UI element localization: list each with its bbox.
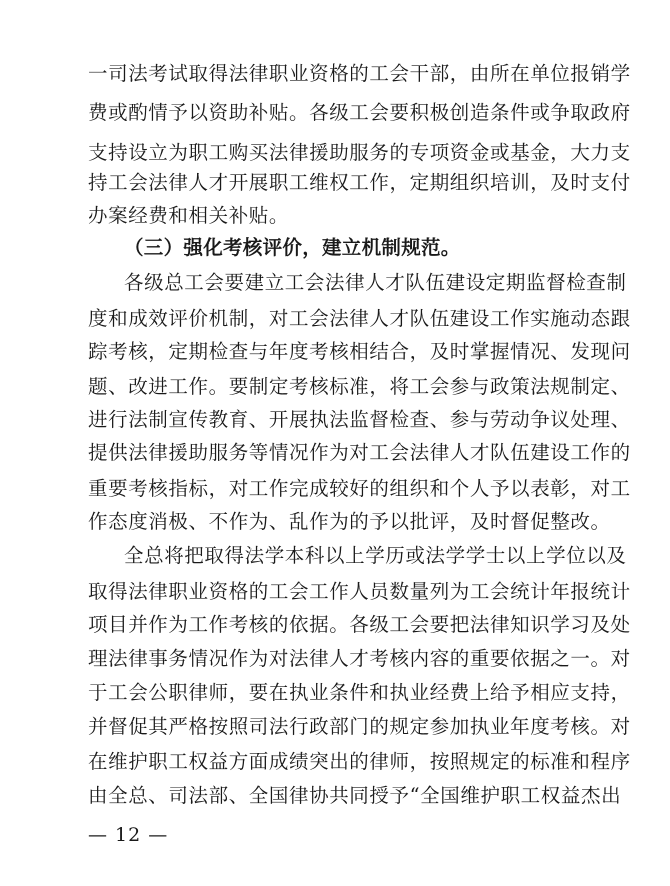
page-number: — 12 — xyxy=(88,824,169,846)
body-text-line: 于工会公职律师，要在执业条件和执业经费上给予相应支持， xyxy=(88,681,631,704)
body-text-line: 作态度消极、不作为、乱作为的予以批评，及时督促整改。 xyxy=(88,510,611,533)
section-heading: （三）强化考核评价，建立机制规范。 xyxy=(124,236,461,259)
body-text-line: 理法律事务情况作为对法律人才考核内容的重要依据之一。对 xyxy=(88,647,631,670)
body-text-line: 项目并作为工作考核的依据。各级工会要把法律知识学习及处 xyxy=(88,613,631,636)
body-text-line: 度和成效评价机制，对工会法律人才队伍建设工作实施动态跟 xyxy=(88,307,631,330)
body-text-line: 取得法律职业资格的工会工作人员数量列为工会统计年报统计 xyxy=(88,580,631,603)
body-text-line: 一司法考试取得法律职业资格的工会干部，由所在单位报销学 xyxy=(88,62,631,85)
body-text-line: 费或酌情予以资助补贴。各级工会要积极创造条件或争取政府 xyxy=(88,101,631,124)
body-text-line: 并督促其严格按照司法行政部门的规定参加执业年度考核。对 xyxy=(88,715,631,738)
body-text-line: 题、改进工作。要制定考核标准，将工会参与政策法规制定、 xyxy=(88,375,631,398)
body-text-line: 全总将把取得法学本科以上学历或法学学士以上学位以及 xyxy=(124,544,627,567)
body-text-line: 持工会法律人才开展职工维权工作，定期组织培训，及时支付 xyxy=(88,171,631,194)
body-text-line: 重要考核指标，对工作完成较好的组织和个人予以表彰，对工 xyxy=(88,477,631,500)
body-text-line: 提供法律援助服务等情况作为对工会法律人才队伍建设工作的 xyxy=(88,441,631,464)
body-text-line: 踪考核，定期检查与年度考核相结合，及时掌握情况、发现问 xyxy=(88,340,631,363)
body-text-line: 由全总、司法部、全国律协共同授予“全国维护职工权益杰出 xyxy=(88,784,622,807)
body-text-line: 各级总工会要建立工会法律人才队伍建设定期监督检查制 xyxy=(124,271,627,294)
body-text-line: 进行法制宣传教育、开展执法监督检查、参与劳动争议处理、 xyxy=(88,408,631,431)
body-text-line: 在维护职工权益方面成绩突出的律师，按照规定的标准和程序 xyxy=(88,750,631,773)
body-text-line: 支持设立为职工购买法律援助服务的专项资金或基金，大力支 xyxy=(88,141,631,164)
body-text-line: 办案经费和相关补贴。 xyxy=(88,204,290,227)
